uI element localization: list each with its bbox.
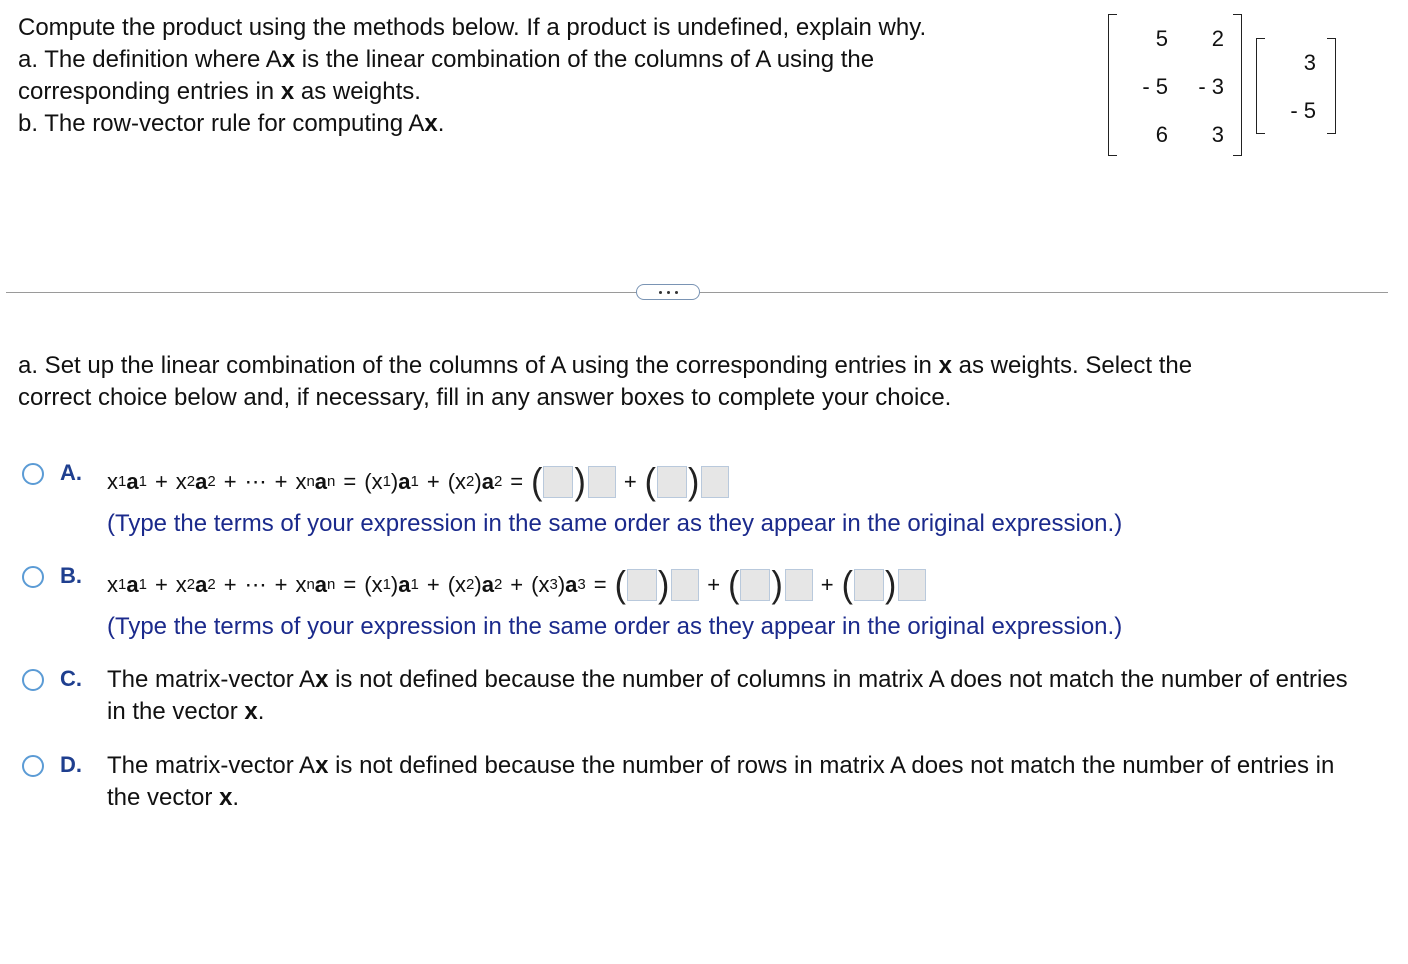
- vector-x-left-bracket: [1256, 38, 1265, 134]
- matrix-a-cell: 6: [1155, 122, 1168, 147]
- matrix-a-cell: - 5: [1142, 74, 1168, 99]
- option-d-text: The matrix-vector Ax is not defined because the number of rows in matrix A does not match the number of entries in the vector x.: [107, 752, 1335, 811]
- option-c-letter: C.: [60, 666, 82, 691]
- vector-x-cell: 3: [1303, 50, 1316, 75]
- left-paren: (: [531, 461, 543, 503]
- option-a-letter: A.: [60, 460, 82, 485]
- matrix-a-cell: 3: [1211, 122, 1224, 147]
- matrix-a-cell: - 3: [1198, 74, 1224, 99]
- right-paren: ): [771, 564, 783, 606]
- answer-box-vector-3[interactable]: [898, 569, 926, 601]
- matrix-a-left-bracket: [1108, 14, 1117, 156]
- left-paren: (: [841, 564, 853, 606]
- matrix-a-cell: 2: [1211, 26, 1224, 51]
- question-line-2: a. The definition where Ax is the linear combination of the columns of A using the: [18, 46, 875, 73]
- option-d-letter: D.: [60, 752, 82, 777]
- part-a-line-2: correct choice below and, if necessary, fill in any answer boxes to complete your choice.: [18, 384, 952, 411]
- more-button[interactable]: [636, 284, 700, 300]
- vector-x-right-bracket: [1327, 38, 1336, 134]
- answer-box-scalar-3[interactable]: [854, 569, 884, 601]
- option-b-letter: B.: [60, 563, 82, 588]
- right-paren: ): [574, 461, 586, 503]
- left-paren: (: [614, 564, 626, 606]
- vector-x-cell: - 5: [1290, 98, 1316, 123]
- left-paren: (: [644, 461, 656, 503]
- left-paren: (: [728, 564, 740, 606]
- option-a-expression: x 1 a 1 + x 2 a 2 + ⋯ + x n a n = ( x 1 ) a 1 + ( x 2 ) a 2 = ( ) + ( ): [107, 464, 729, 500]
- option-c-text: The matrix-vector Ax is not defined because the number of columns in matrix A does not match the number of entries in the vector x.: [107, 666, 1348, 725]
- question-text: [18, 12, 1058, 140]
- vector-x: [1256, 38, 1336, 134]
- answer-box-vector-1[interactable]: [671, 569, 699, 601]
- option-b-hint: (Type the terms of your expression in the same order as they appear in the original expression.): [107, 613, 1123, 640]
- matrix-a-right-bracket: [1233, 14, 1242, 156]
- dot-icon: [667, 291, 670, 294]
- radio-option-d[interactable]: [22, 755, 44, 777]
- dot-icon: [675, 291, 678, 294]
- radio-option-b[interactable]: [22, 566, 44, 588]
- answer-box-scalar-2[interactable]: [740, 569, 770, 601]
- right-paren: ): [657, 564, 670, 606]
- question-line-4: b. The row-vector rule for computing Ax.: [18, 110, 445, 137]
- option-b-expression: x 1 a 1 + x 2 a 2 + ⋯ + x n a n = ( x 1 ) a 1 + ( x 2 ) a 2 + ( x 3 ) a 3 = ( ) + ( ) + ( ): [107, 567, 926, 603]
- answer-box-vector-1[interactable]: [588, 466, 616, 498]
- dot-icon: [659, 291, 662, 294]
- answer-box-scalar-1[interactable]: [627, 569, 657, 601]
- radio-option-c[interactable]: [22, 669, 44, 691]
- answer-box-scalar-2[interactable]: [657, 466, 687, 498]
- answer-box-scalar-1[interactable]: [543, 466, 573, 498]
- option-a-hint: (Type the terms of your expression in the same order as they appear in the original expression.): [107, 510, 1123, 537]
- matrix-a-cell: 5: [1155, 26, 1168, 51]
- radio-option-a[interactable]: [22, 463, 44, 485]
- answer-box-vector-2[interactable]: [785, 569, 813, 601]
- answer-box-vector-2[interactable]: [701, 466, 729, 498]
- right-paren: ): [884, 564, 897, 606]
- right-paren: ): [688, 461, 700, 503]
- question-line-1: Compute the product using the methods below. If a product is undefined, explain why.: [18, 14, 927, 41]
- matrix-a: [1108, 14, 1242, 156]
- question-line-3: corresponding entries in x as weights.: [18, 78, 421, 105]
- part-a-instructions: [18, 350, 1388, 414]
- part-a-line-1: a. Set up the linear combination of the columns of A using the corresponding entries in x as weights. Select the: [18, 352, 1193, 379]
